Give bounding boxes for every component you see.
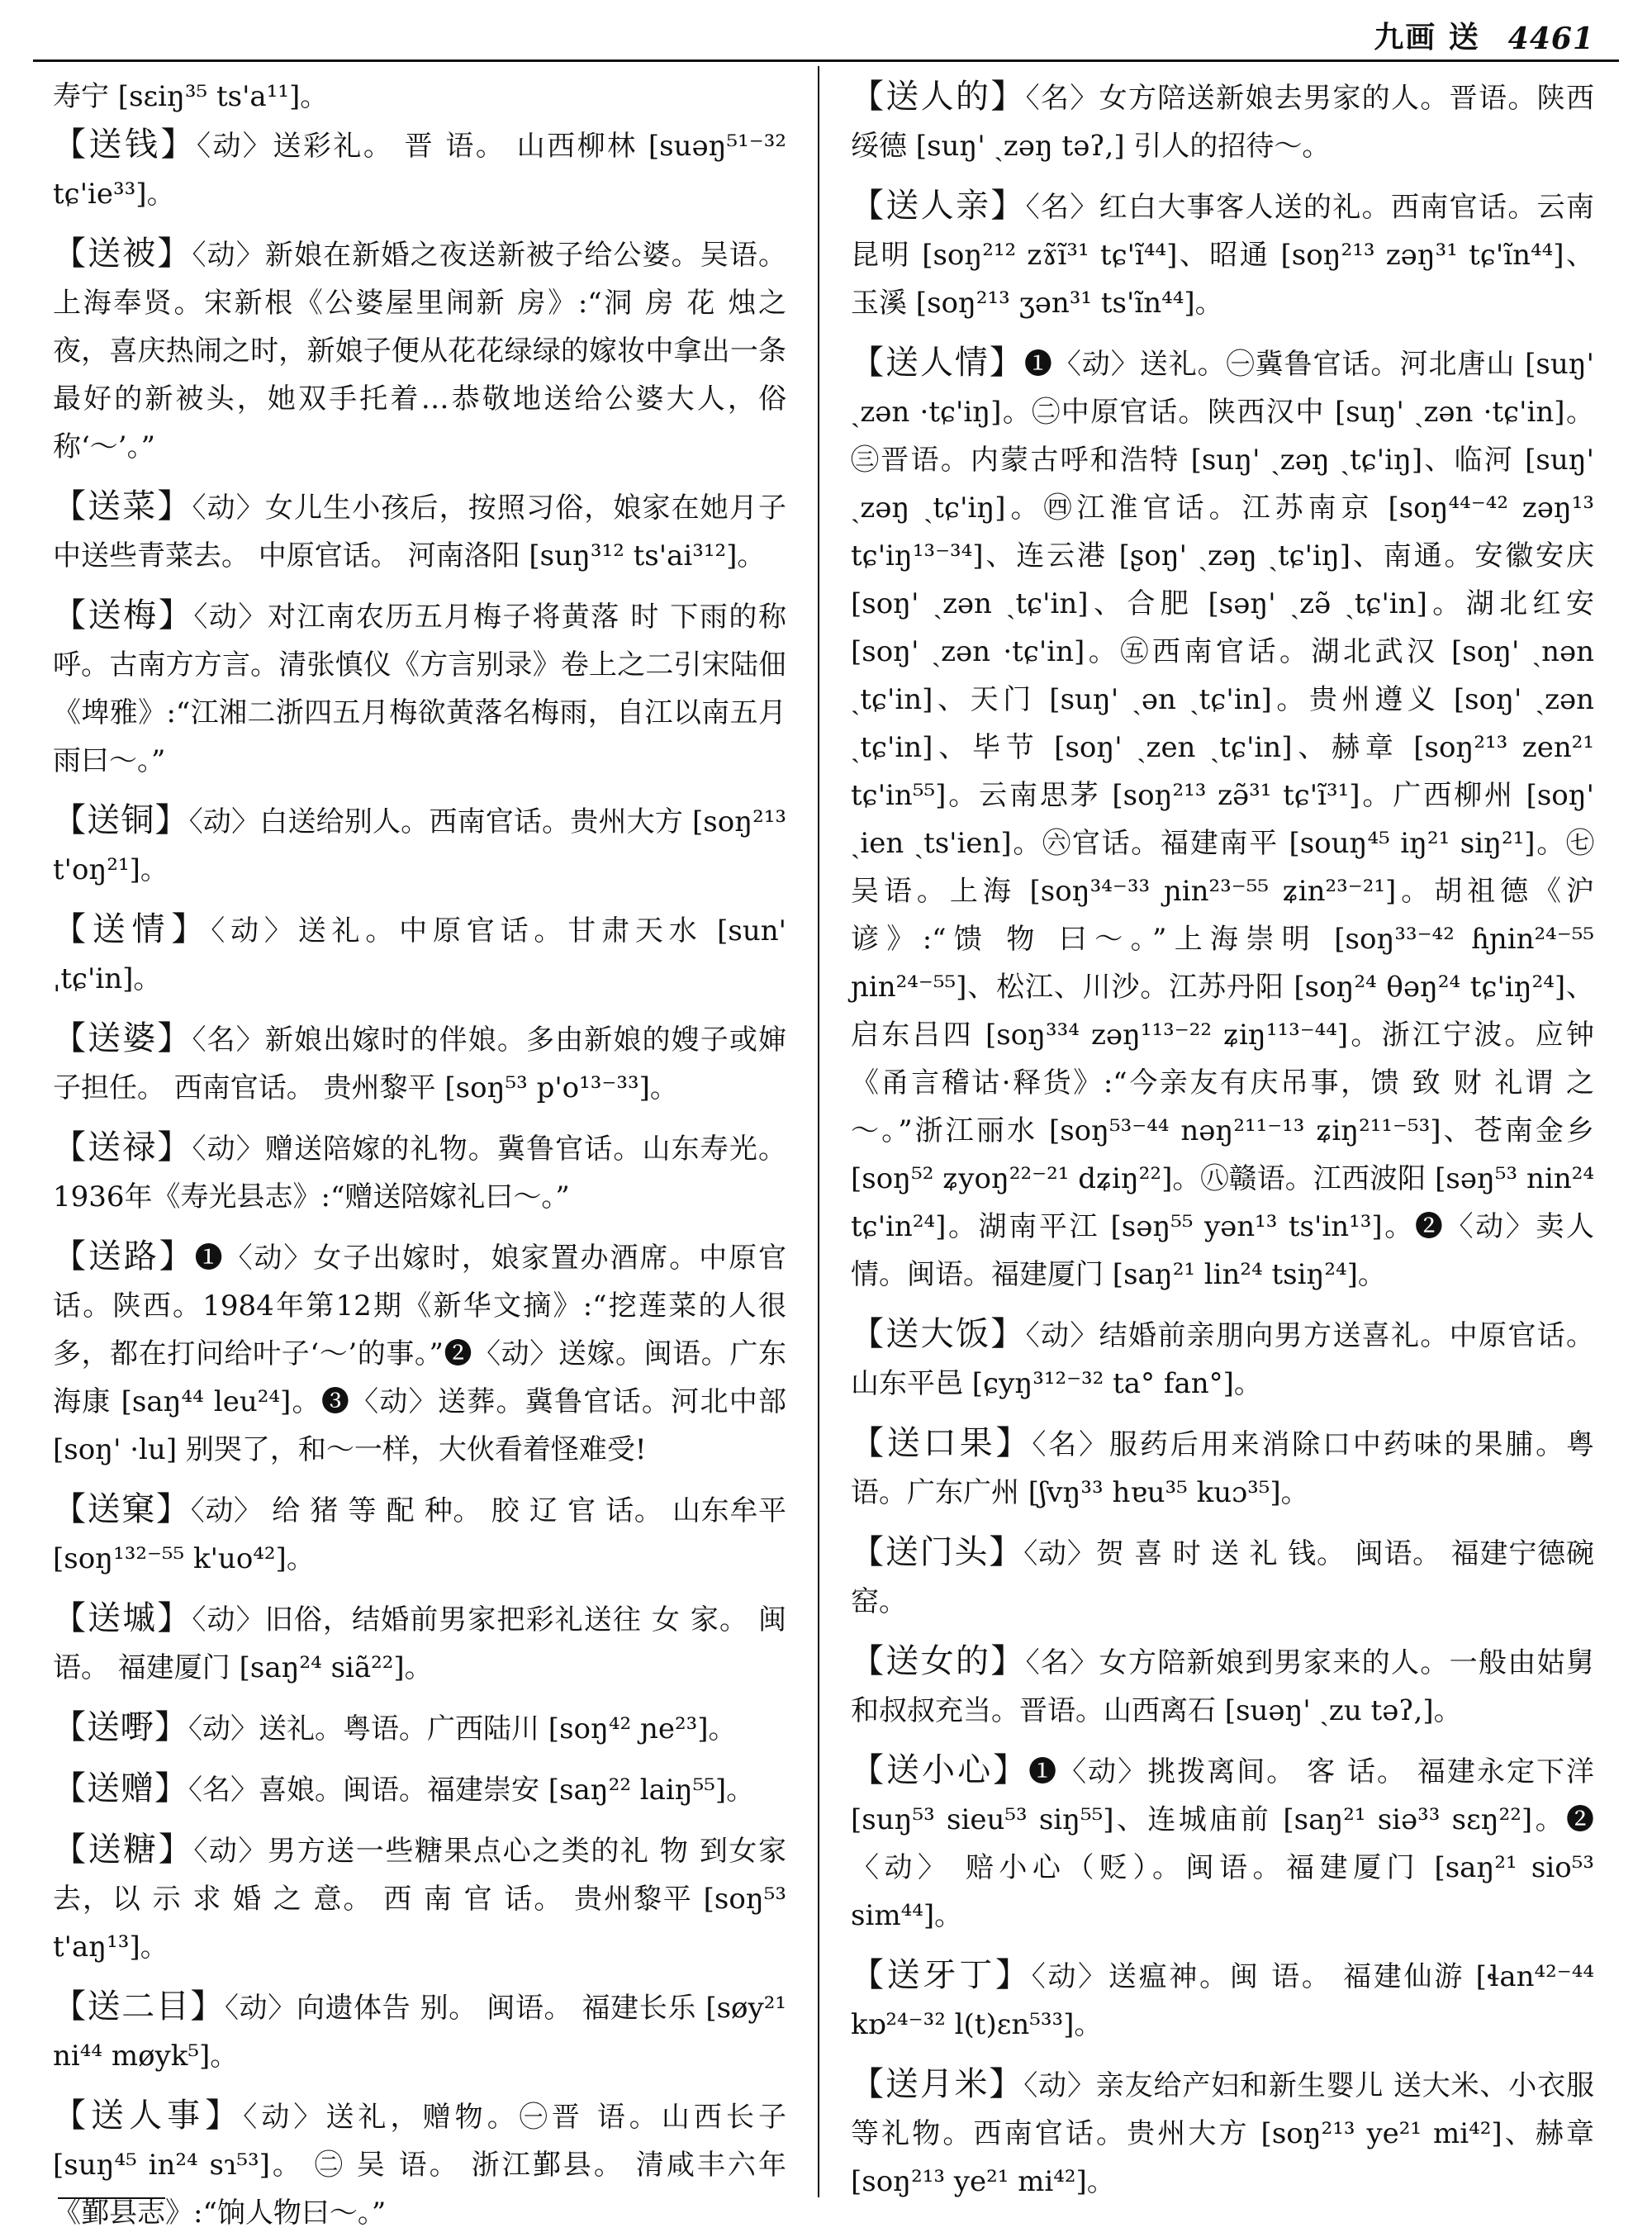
entry-definition: 〈动〉 给 猪 等 配 种。 胶 辽 官 话。 山东牟平 [soŋ¹³²⁻⁵⁵ k'uo⁴²]。 [53, 1494, 787, 1575]
entry-headword: 【送小心】 [851, 1751, 1029, 1789]
right-column [851, 73, 1595, 2198]
dictionary-entry [53, 1594, 786, 1692]
entry-headword: 【送糖】 [53, 1831, 194, 1869]
entry-headword: 【送窠】 [53, 1490, 191, 1528]
dictionary-entry [53, 482, 786, 580]
entry-headword: 【送禄】 [53, 1128, 192, 1166]
dictionary-entry [53, 1485, 786, 1583]
dictionary-entry [53, 1014, 786, 1112]
entry-definition: 〈名〉新娘出嫁时的伴娘。多由新娘的嫂子或婶子担任。 西南官话。 贵州黎平 [soŋ⁵³ p'o¹³⁻³³]。 [53, 1024, 786, 1104]
entry-headword: 【送嘢】 [53, 1708, 188, 1746]
entry-definition: 〈动〉旧俗，结婚前男家把彩礼送往 女 家。 闽语。 福建厦门 [saŋ²⁴ siã²²]。 [53, 1603, 787, 1684]
dictionary-entry [53, 905, 786, 1003]
dictionary-entry [851, 339, 1594, 1299]
entry-definition: 〈名〉喜娘。闽语。福建崇安 [saŋ²² laiŋ⁵⁵]。 [188, 1774, 755, 1807]
entry-definition: 〈名〉红白大事客人送的礼。西南官话。云南昆明 [soŋ²¹² zɤ̃ĩ³¹ tɕ'ĩ⁴⁴]、昭通 [soŋ²¹³ zəŋ³¹ tɕ'ĩn⁴⁴]、玉溪 [soŋ²¹³ ʒən³¹ ts'ĩn⁴⁴]。 [851, 191, 1595, 320]
entry-definition: 〈动〉结婚前亲朋向男方送喜礼。中原官话。山东平邑 [ɕyŋ³¹²⁻³² ta° fan°]。 [851, 1319, 1595, 1400]
entry-headword: 【送人情】 [851, 344, 1024, 382]
continued-entry-text: 寿宁 [sɛiŋ³⁵ ts'a¹¹]。 [53, 80, 329, 113]
dictionary-entry [53, 2092, 786, 2237]
entry-headword: 【送梅】 [53, 596, 194, 634]
entry-definition: ❶〈动〉女子出嫁时，娘家置办酒席。中原官话。陕西。1984年第12期《新华文摘》:“挖莲菜的人很多，都在打问给叶子‘～’的事。”❷〈动〉送嫁。闽语。广东海康 [saŋ⁴⁴ leu²⁴]。❸〈动〉送葬。冀鲁官话。河北中部 [soŋ' ·lu] 别哭了，和～一样，大伙看着怪难受! [53, 1242, 787, 1466]
entry-definition: ❶〈动〉送礼。㊀冀鲁官话。河北唐山 [suŋ' ˏzən ·tɕ'iŋ]。㊁中原官话。陕西汉中 [suŋ' ˏzən ·tɕ'in]。㊂晋语。内蒙古呼和浩特 [suŋ' ˏzəŋ ˏtɕ'iŋ]、临河 [suŋ' ˏzəŋ ˏtɕ'iŋ]。㊃江淮官话。江苏南京 [soŋ⁴⁴⁻⁴² zəŋ¹³ tɕ'iŋ¹³⁻³⁴]、连云港 [ʂoŋ' ˏzəŋ ˏtɕ'iŋ]、南通。安徽安庆 [soŋ' ˏzən ˏtɕ'in]、合肥 [səŋ' ˏzə̃ ˏtɕ'in]。湖北红安 [soŋ' ˏzən ·tɕ'in]。㊄西南官话。湖北武汉 [soŋ' ˏnən ˏtɕ'in]、天门 [suŋ' ˏən ˏtɕ'in]。贵州遵义 [soŋ' ˏzən ˏtɕ'in]、毕节 [soŋ' ˏzen ˏtɕ'in]、赫章 [soŋ²¹³ zen²¹ tɕ'in⁵⁵]。云南思茅 [soŋ²¹³ zə̃³¹ tɕ'ĩ³¹]。广西柳州 [soŋ' ˏien ˏts'ien]。㊅官话。福建南平 [souŋ⁴⁵ iŋ²¹ siŋ²¹]。㊆吴语。上海 [soŋ³⁴⁻³³ ɲin²³⁻⁵⁵ ʑin²³⁻²¹]。胡祖德《沪谚》:“馈 物 曰～。”上海崇明 [soŋ³³⁻⁴² ɦɲin²⁴⁻⁵⁵ ɲin²⁴⁻⁵⁵]、松江、川沙。江苏丹阳 [soŋ²⁴ θəŋ²⁴ tɕ'iŋ²⁴]、启东吕四 [soŋ³³⁴ zəŋ¹¹³⁻²² ʑiŋ¹¹³⁻⁴⁴]。浙江宁波。应钟《甬言稽诂·释货》:“今亲友有庆吊事，馈 致 财 礼谓 之～。”浙江丽水 [soŋ⁵³⁻⁴⁴ nəŋ²¹¹⁻¹³ ʑiŋ²¹¹⁻⁵³]、苍南金乡 [soŋ⁵² ʑyoŋ²²⁻²¹ dʑiŋ²²]。㊇赣语。江西波阳 [səŋ⁵³ nin²⁴ tɕ'in²⁴]。湖南平江 [səŋ⁵⁵ yən¹³ ts'in¹³]。❷〈动〉卖人情。闽语。福建厦门 [saŋ²¹ lin²⁴ tsiŋ²⁴]。 [851, 348, 1594, 1291]
dictionary-entry [851, 1310, 1594, 1408]
dictionary-entry [53, 1123, 786, 1221]
entry-definition: 〈动〉送礼，赠物。㊀晋 语。山西长子 [suŋ⁴⁵ in²⁴ sɿ⁵³]。 ㊁ 吴 语。 浙江鄞县。 清咸丰六年《鄞县志》:“饷人物曰～。” [53, 2101, 787, 2230]
dictionary-entry [851, 182, 1594, 327]
entry-headword: 【送婆】 [53, 1019, 192, 1057]
entry-definition: 〈动〉贺 喜 时 送 礼 钱。 闽语。 福建宁德碗窑。 [851, 1537, 1595, 1618]
entry-headword: 【送钱】 [53, 126, 197, 164]
entry-definition: 〈动〉向遗体告 别。 闽语。 福建长乐 [søy²¹ ni⁴⁴ møyk⁵]。 [53, 1992, 786, 2073]
entry-definition: 〈动〉白送给别人。西南官话。贵州大方 [soŋ²¹³ t'oŋ²¹]。 [53, 805, 786, 886]
dictionary-entry [53, 796, 786, 894]
dictionary-entry [851, 1419, 1594, 1517]
dictionary-entry [851, 1951, 1594, 2049]
dictionary-entry [851, 1637, 1594, 1735]
entry-headword: 【送女的】 [851, 1642, 1026, 1680]
entry-headword: 【送人亲】 [851, 187, 1026, 225]
dictionary-entry [53, 121, 786, 218]
dictionary-entry [53, 1983, 786, 2080]
dictionary-entry [53, 591, 786, 785]
left-entry-list [53, 121, 786, 2237]
page-header [1374, 15, 1594, 56]
entry-headword: 【送口果】 [851, 1424, 1032, 1462]
entry-definition: 〈动〉亲友给产妇和新生婴儿 送大米、小衣服等礼物。西南官话。贵州大方 [soŋ²¹³ ye²¹ mi⁴²]、赫章 [soŋ²¹³ ye²¹ mi⁴²]。 [851, 2069, 1595, 2198]
entry-definition: ❶〈动〉挑拨离间。 客 话。 福建永定下洋 [suŋ⁵³ sieu⁵³ siŋ⁵⁵]、连城庙前 [saŋ²¹ siə³³ sɛŋ²²]。❷〈动〉 赔小心（贬）。闽语。福建厦门 [saŋ²¹ sio⁵³ sim⁴⁴]。 [851, 1755, 1595, 1932]
dictionary-entry [53, 1764, 786, 1814]
left-column [53, 73, 787, 2230]
entry-definition: 〈名〉女方陪新娘到男家来的人。一般由姑舅和叔叔充当。晋语。山西离石 [suəŋ' ˏzu təʔ,]。 [851, 1646, 1595, 1727]
entry-headword: 【送赠】 [53, 1769, 188, 1807]
right-entry-list [851, 73, 1594, 2206]
dictionary-entry [53, 1826, 786, 1971]
entry-definition: 〈名〉服药后用来消除口中药味的果脯。粤语。广东广州 [ʃvŋ³³ hɐu³⁵ kuɔ³⁵]。 [851, 1428, 1595, 1509]
entry-headword: 【送墄】 [53, 1599, 192, 1637]
entry-headword: 【送铜】 [53, 801, 189, 839]
entry-definition: 〈动〉送瘟神。闽 语。 福建仙游 [ɬan⁴²⁻⁴⁴ kɒ²⁴⁻³² l(t)ɛn⁵³³]。 [851, 1960, 1595, 2041]
entry-headword: 【送门头】 [851, 1533, 1024, 1571]
entry-definition: 〈动〉赠送陪嫁的礼物。冀鲁官话。山东寿光。1936年《寿光县志》:“赠送陪嫁礼曰～。” [53, 1133, 786, 1213]
dictionary-entry [851, 1528, 1594, 1626]
entry-definition: 〈动〉女儿生小孩后，按照习俗，娘家在她月子中送些青菜去。 中原官话。 河南洛阳 [suŋ³¹² ts'ai³¹²]。 [53, 492, 786, 572]
entry-definition: 〈动〉新娘在新婚之夜送新被子给公婆。吴语。上海奉贤。宋新根《公婆屋里闹新 房》:“洞 房 花 烛之夜，喜庆热闹之时，新娘子便从花花绿绿的嫁妆中拿出一条最好的新被头，她双手托着…恭敬地送给公婆大人，俗称‘～’。” [53, 239, 786, 463]
header-rule [33, 59, 1619, 62]
footer-rule [58, 2197, 165, 2199]
dictionary-entry [851, 2060, 1594, 2206]
running-head: 九画 送 [1374, 20, 1480, 55]
entry-headword: 【送路】 [53, 1237, 195, 1275]
entry-headword: 【送菜】 [53, 487, 192, 525]
entry-headword: 【送月米】 [851, 2065, 1024, 2103]
entry-headword: 【送二目】 [53, 1988, 225, 2026]
page-number: 4461 [1507, 21, 1594, 56]
dictionary-entry [53, 230, 786, 471]
entry-headword: 【送人的】 [851, 78, 1026, 116]
entry-definition: 〈动〉对江南农历五月梅子将黄落 时 下雨的称呼。古南方方言。清张慎仪《方言别录》卷上之二引宋陆佃《埤雅》:“江湘二浙四五月梅欲黄落名梅雨，自江以南五月雨曰～。” [53, 601, 787, 777]
dictionary-entry [53, 1703, 786, 1753]
dictionary-entry [851, 1746, 1594, 1940]
entry-headword: 【送情】 [53, 910, 211, 948]
entry-definition: 〈名〉女方陪送新娘去男家的人。晋语。陕西绥德 [suŋ' ˏzəŋ təʔ,] 引人的招待～。 [851, 82, 1595, 163]
entry-definition: 〈动〉送彩礼。 晋 语。 山西柳林 [suəŋ⁵¹⁻³² tɕ'ie³³]。 [53, 130, 787, 211]
entry-headword: 【送人事】 [53, 2097, 244, 2135]
entry-definition: 〈动〉男方送一些糖果点心之类的礼 物 到女家去，以 示 求 婚 之 意。 西 南 官 话。 贵州黎平 [soŋ⁵³ t'aŋ¹³]。 [53, 1835, 787, 1964]
column-divider [818, 66, 819, 2197]
dictionary-entry [851, 73, 1594, 170]
entry-headword: 【送大饭】 [851, 1315, 1026, 1353]
entry-definition: 〈动〉送礼。中原官话。甘肃天水 [sun' ˌtɕ'in]。 [53, 914, 786, 995]
dictionary-entry [53, 1232, 786, 1474]
entry-headword: 【送牙丁】 [851, 1956, 1032, 1994]
entry-headword: 【送被】 [53, 235, 192, 273]
entry-definition: 〈动〉送礼。粤语。广西陆川 [soŋ⁴² ɲe²³]。 [188, 1712, 737, 1745]
